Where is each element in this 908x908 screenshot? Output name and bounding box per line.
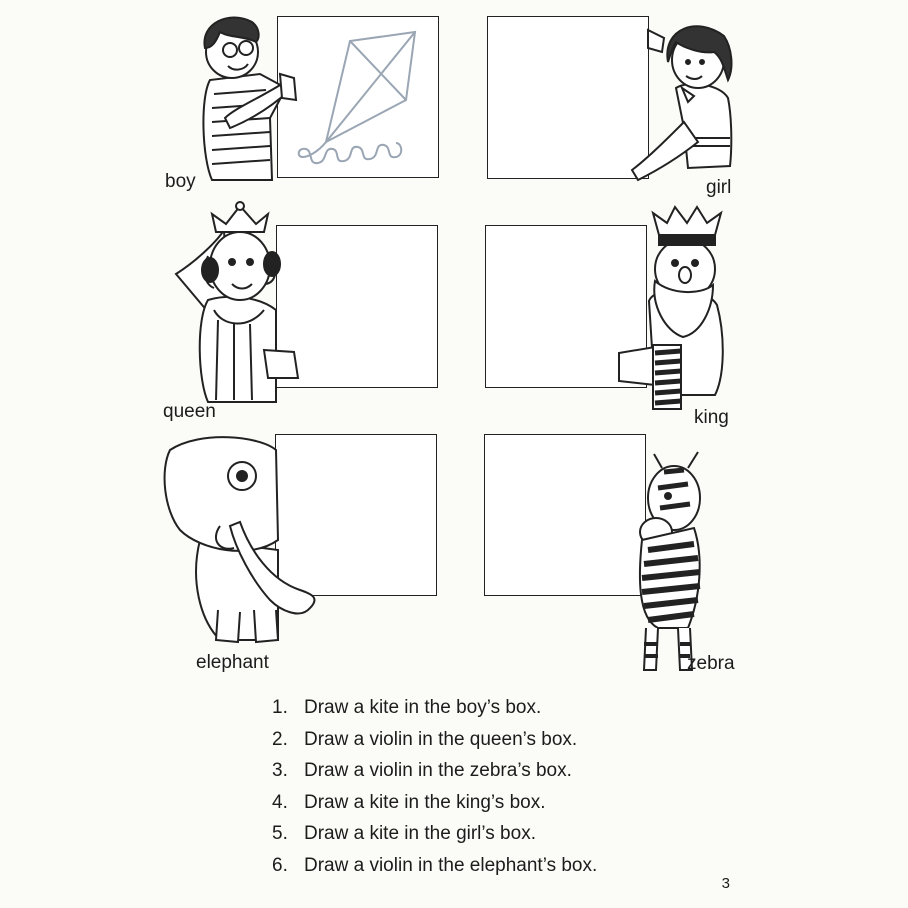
boy-box	[277, 16, 439, 178]
instruction-item	[272, 729, 597, 761]
instruction-number: 1.	[272, 697, 288, 718]
boy-label: boy	[165, 171, 196, 192]
zebra-label: zebra	[687, 653, 735, 674]
instruction-item	[272, 823, 597, 855]
boy-illustration	[190, 8, 300, 183]
instruction-text: Draw a kite in the king’s box.	[304, 791, 546, 813]
instructions-list	[272, 697, 597, 886]
zebra-box	[484, 434, 646, 596]
zebra-illustration	[628, 448, 713, 683]
instruction-text: Draw a violin in the queen’s box.	[304, 728, 578, 750]
king-illustration	[615, 205, 735, 415]
king-label: king	[694, 407, 729, 428]
instruction-text: Draw a kite in the boy’s box.	[304, 697, 542, 718]
instruction-number: 6.	[272, 854, 288, 876]
instruction-number: 2.	[272, 728, 288, 750]
girl-illustration	[628, 18, 738, 183]
instruction-text: Draw a kite in the girl’s box.	[304, 823, 536, 844]
queen-illustration	[168, 200, 308, 405]
girl-box	[487, 16, 649, 179]
queen-label: queen	[163, 401, 216, 422]
instruction-number: 3.	[272, 760, 288, 781]
instruction-text: Draw a violin in the zebra’s box.	[304, 760, 572, 781]
instruction-item	[272, 855, 597, 887]
instruction-item	[272, 697, 597, 729]
kite-icon	[278, 17, 438, 177]
girl-label: girl	[706, 177, 732, 198]
instruction-text: Draw a violin in the elephant’s box.	[304, 854, 598, 876]
page-number: 3	[721, 875, 730, 892]
elephant-label: elephant	[196, 652, 269, 673]
instruction-item	[272, 792, 597, 824]
elephant-illustration	[160, 430, 330, 650]
instruction-item	[272, 760, 597, 792]
instruction-number: 4.	[272, 791, 288, 813]
instruction-number: 5.	[272, 823, 288, 844]
